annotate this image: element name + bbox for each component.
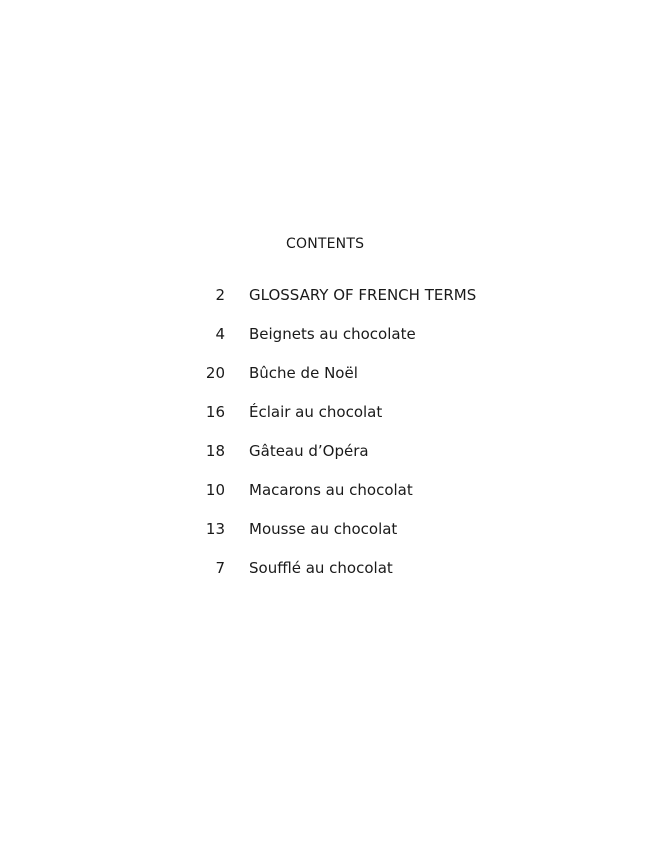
toc-entry	[0, 520, 648, 559]
toc-entry	[0, 403, 648, 442]
toc-entry-title: GLOSSARY OF FRENCH TERMS	[249, 286, 477, 304]
toc-page-number: 7	[215, 559, 225, 577]
toc-page-number: 10	[205, 481, 225, 499]
toc-entry	[0, 364, 648, 403]
toc-entry	[0, 481, 648, 520]
toc-page-number: 13	[205, 520, 225, 538]
toc-entry	[0, 442, 648, 481]
toc-entry	[0, 286, 648, 325]
page-title: CONTENTS	[286, 236, 365, 252]
toc-entry-title: Soufflé au chocolat	[249, 559, 393, 577]
toc-entry	[0, 325, 648, 364]
toc-entry-title: Bûche de Noël	[249, 364, 358, 382]
toc-entry-title: Beignets au chocolate	[249, 325, 416, 343]
toc-page-number: 16	[205, 403, 225, 421]
toc-entry-title: Mousse au chocolat	[249, 520, 398, 538]
toc-page-number: 18	[205, 442, 225, 460]
toc-page-number: 2	[215, 286, 225, 304]
table-of-contents	[0, 286, 648, 598]
toc-page-number: 4	[215, 325, 225, 343]
toc-entry-title: Gâteau d’Opéra	[249, 442, 369, 460]
toc-entry-title: Éclair au chocolat	[249, 403, 383, 421]
toc-entry-title: Macarons au chocolat	[249, 481, 413, 499]
toc-page-number: 20	[205, 364, 225, 382]
toc-entry	[0, 559, 648, 598]
